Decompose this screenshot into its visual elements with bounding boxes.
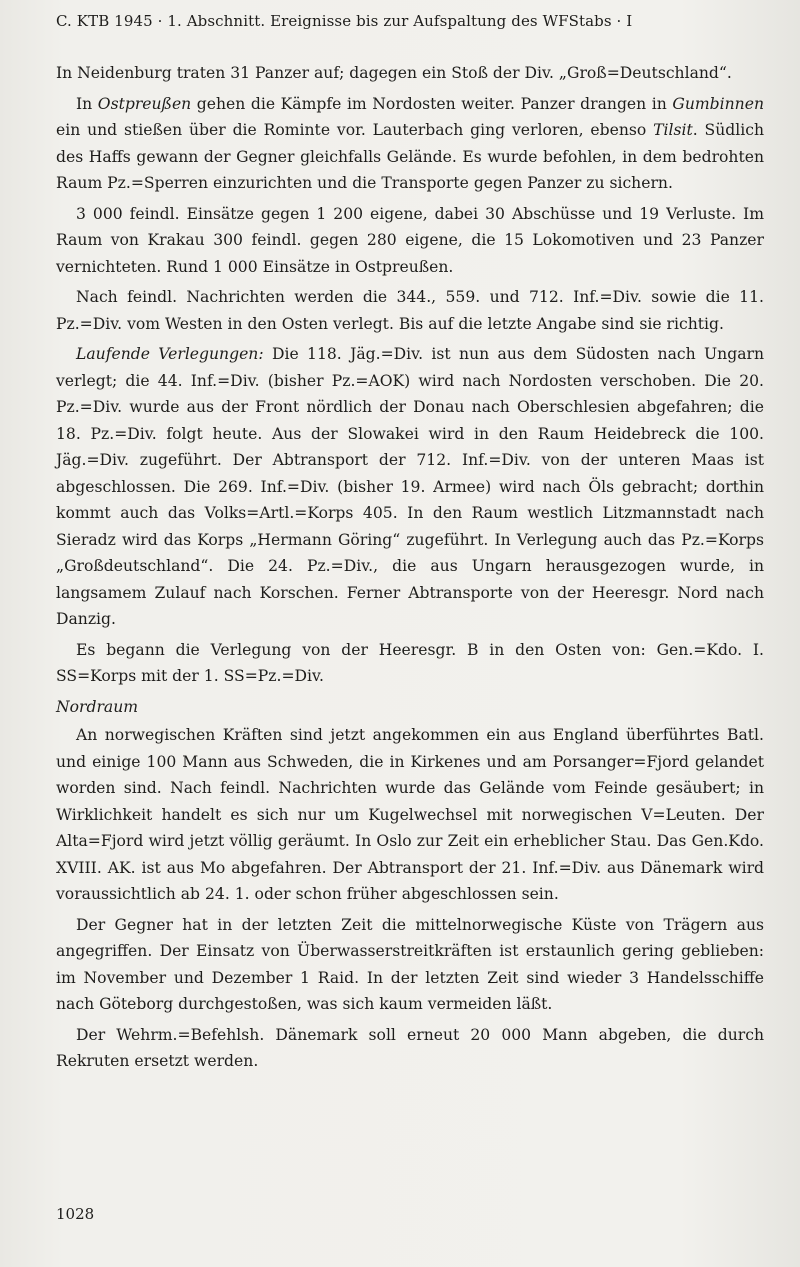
text-run: Der Gegner hat in der letzten Zeit die mittelnorwegische Küste von Trägern aus angegriffen. Der Einsatz von Überwasserstreitkräften ist erstaunlich gering geblieben: im November und Dezember 1 Raid. In der letzten Zeit sind wieder 3 Handelsschiffe nach Göteborg durchgestoßen, was sich kaum vermeiden läßt. [56, 915, 764, 1013]
paragraph [56, 1022, 764, 1075]
text-run: Es begann die Verlegung von der Heeresgr. B in den Osten von: Gen.=Kdo. I. SS=Korps mit der 1. SS=Pz.=Div. [56, 640, 764, 685]
italic-text: Laufende Verlegungen: [76, 345, 264, 363]
page-number: 1028 [56, 1205, 95, 1223]
text-run: Der Wehrm.=Befehlsh. Dänemark soll erneut 20 000 Mann abgeben, die durch Rekruten ersetzt werden. [56, 1025, 764, 1070]
body-text [56, 60, 764, 1079]
text-run: Nach feindl. Nachrichten werden die 344., 559. und 712. Inf.=Div. sowie die 11. Pz.=Div. vom Westen in den Osten verlegt. Bis auf die letzte Angabe sind sie richtig. [56, 288, 764, 333]
text-run: . Südlich des Haffs gewann der Gegner gleichfalls Gelände. Es wurde befohlen, in dem bedrohten Raum Pz.=Sperren einzurichten und die Transporte gegen Panzer zu sichern. [56, 121, 764, 192]
section-heading [56, 694, 764, 721]
paragraph [56, 60, 764, 87]
text-run: Die 118. Jäg.=Div. ist nun aus dem Südosten nach Ungarn verlegt; die 44. Inf.=Div. (bisher Pz.=AOK) wird nach Nordosten verschoben. Die 20. Pz.=Div. wurde aus der Front nördlich der Donau nach Oberschlesien abgefahren; die 18. Pz.=Div. folgt heute. Aus der Slowakei wird in den Raum Heidebreck die 100. Jäg.=Div. zugeführt. Der Abtransport der 712. Inf.=Div. von der unteren Maas ist abgeschlossen. Die 269. Inf.=Div. (bisher 19. Armee) wird nach Öls gebracht; dorthin kommt auch das Volks=Artl.=Korps 405. In den Raum westlich Litzmannstadt nach Sieradz wird das Korps „Hermann Göring“ zugeführt. In Verlegung auch das Pz.=Korps „Großdeutschland“. Die 24. Pz.=Div., die aus Ungarn herausgezogen wurde, in langsamem Zulauf nach Korschen. Ferner Abtransporte von der Heeresgr. Nord nach Danzig. [56, 345, 764, 628]
italic-text: Ostpreußen [97, 94, 192, 113]
paragraph [56, 201, 764, 281]
running-head: C. KTB 1945 · 1. Abschnitt. Ereignisse bis zur Aufspaltung des WFStabs · I [56, 12, 633, 30]
paragraph [56, 284, 764, 337]
paragraph [56, 637, 764, 690]
text-run: gehen die Kämpfe im Nordosten weiter. Panzer drangen in [191, 94, 673, 113]
text-run: 3 000 feindl. Einsätze gegen 1 200 eigene, dabei 30 Abschüsse und 19 Verluste. Im Raum von Krakau 300 feindl. gegen 280 eigene, die 15 Lokomotiven und 23 Panzer vernichteten. Rund 1 000 Einsätze in Ostpreußen. [56, 204, 764, 276]
italic-text: Tilsit [653, 121, 693, 139]
text-run: In [76, 94, 98, 113]
italic-text: Gumbinnen [672, 94, 764, 113]
text-run: An norwegischen Kräften sind jetzt angekommen ein aus England überführtes Batl. und einige 100 Mann aus Schweden, die in Kirkenes und am Porsanger=Fjord gelandet worden sind. Nach feindl. Nachrichten wurde das Gelände vom Feinde gesäubert; in Wirklichkeit handelt es sich nur um Kugelwechsel mit norwegischen V=Leuten. Der Alta=Fjord wird jetzt völlig geräumt. In Oslo zur Zeit ein erheblicher Stau. Das Gen.Kdo. XVIII. AK. ist aus Mo abgefahren. Der Abtransport der 21. Inf.=Div. aus Dänemark wird voraussichtlich ab 24. 1. oder schon früher abgeschlossen sein. [56, 726, 764, 903]
text-run: In Neidenburg traten 31 Panzer auf; dagegen ein Stoß der Div. „Groß=Deutschland“. [56, 64, 732, 82]
paragraph [56, 91, 764, 197]
paragraph [56, 341, 764, 633]
paragraph [56, 722, 764, 908]
text-run: Nordraum [56, 697, 139, 716]
text-run: ein und stießen über die Rominte vor. Lauterbach ging verloren, ebenso [56, 121, 654, 139]
paragraph [56, 912, 764, 1018]
